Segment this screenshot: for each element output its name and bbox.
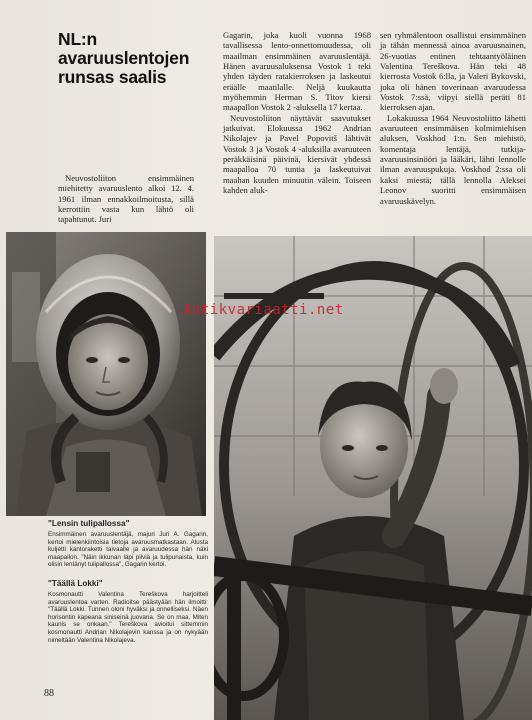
- column3-paragraph-2: Lokakuussa 1964 Neuvostoliitto lähetti avaruuteen ensimmäisen kolmimiehisen aluksen, Voskhod 1:n. Sen miehistö, komentaja lentäjä, tutkija-avaruusinsinööri ja lääkäri, lähti lennolle ilman avaruuspukuja. Voskhod 2:ssa oli kaksi miestä; tällä lennolla Aleksei Leonov suoritti ensimmäisen avaruuskävelyn.: [380, 112, 526, 206]
- caption-2-title: "Täällä Lokki": [48, 578, 103, 588]
- column2-paragraph-1: Gagarin, joka kuoli vuonna 1968 tavallisessa lento-onnettomuudessa, oli maailman ensimmäinen avaruuslentäjä. Hänen avaruusaluksensa Vostok 1 teki yhden täyden ratakierroksen ja laskeutui eräälle maatilalle. Neljä kuukautta myöhemmin Herman S. Titov kiersi maapallon Vostok 2 -aluksella 17 kertaa.: [223, 30, 371, 113]
- caption-1-text: Ensimmäinen avaruuslentäjä, majuri Juri A. Gagarin, kertoi mielenkiintoisia tietoja avaruusmatkastaan. Alusta kuljetti kantoraketti taivaalle ja avaruudessa hän näki maapallon. "Näin ikkunan läpi pilviä ja tulipunaista, kuin olisin lentänyt tulipallossa", Gagarin kertoi.: [48, 531, 208, 569]
- column2-paragraph-2: Neuvostoliiton näyttävät saavutukset jatkuivat. Elokuussa 1962 Andrian Nikolajev ja Pavel Popovitš lähtivät Vostok 3 ja Vostok 4 -aluksilla avaruuteen peräkkäisinä päivinä, kiersivät yhdessä maapalloa 70 tuntia ja laskeutuivat maahan kuuden minuutin välein. Toiseen kahden aluk-: [223, 112, 371, 196]
- photo-cosmonaut-helmet: [6, 232, 206, 516]
- article-headline: NL:n avaruuslentojen runsas saalis: [58, 29, 190, 87]
- watermark: Antikvariaatti.net: [183, 302, 344, 318]
- intro-paragraph: Neuvostoliiton ensimmäinen miehitetty avaruuslento alkoi 12. 4. 1961 ilman ennakkoilmoitusta, sillä kerrottiin vasta kun lähtö oli tapahtunut. Juri: [58, 173, 194, 225]
- page-number: 88: [44, 688, 54, 699]
- intro-text: [58, 173, 194, 225]
- photo-captions: [48, 519, 208, 644]
- caption-2-text: Kosmonautti Valentina Tereškova harjoitteli avaruuslentoa varten. Radioitse päästyään hän ilmoitti: "Täällä Lokki. Tunnen oloni hyväksi ja onnelliseksi. Näen horisontin kapeana siniseinä juovana. Se on maa. Miten kaunis se onkaan." Tereškova avioitui sittemmin kosmonautti Andrian Nikolajevin kanssa ja on nykyään nimeltään Valentina Nikolajeva.: [48, 590, 208, 644]
- body-column-3: [380, 30, 526, 206]
- caption-spacer: [48, 569, 208, 579]
- photo-cosmonaut-helmet-drawing: [6, 232, 206, 516]
- column3-paragraph-1: sen ryhmälentoon osallistui ensimmäinen ja tähän mennessä ainoa avaruusnainen, 26-vuotias entinen tehtaantyöläinen Valentina Tereškova. Hän teki 48 kierrosta Vostok 6:lla, ja Valeri Bykovski, joka oli hänen toverinaan avaruudessa Vostok 7:ssä, viipyi siellä peräti 81 kierroksen ajan.: [380, 30, 526, 113]
- body-column-2: [223, 30, 371, 196]
- caption-1-title: "Lensin tulipallossa": [48, 519, 130, 528]
